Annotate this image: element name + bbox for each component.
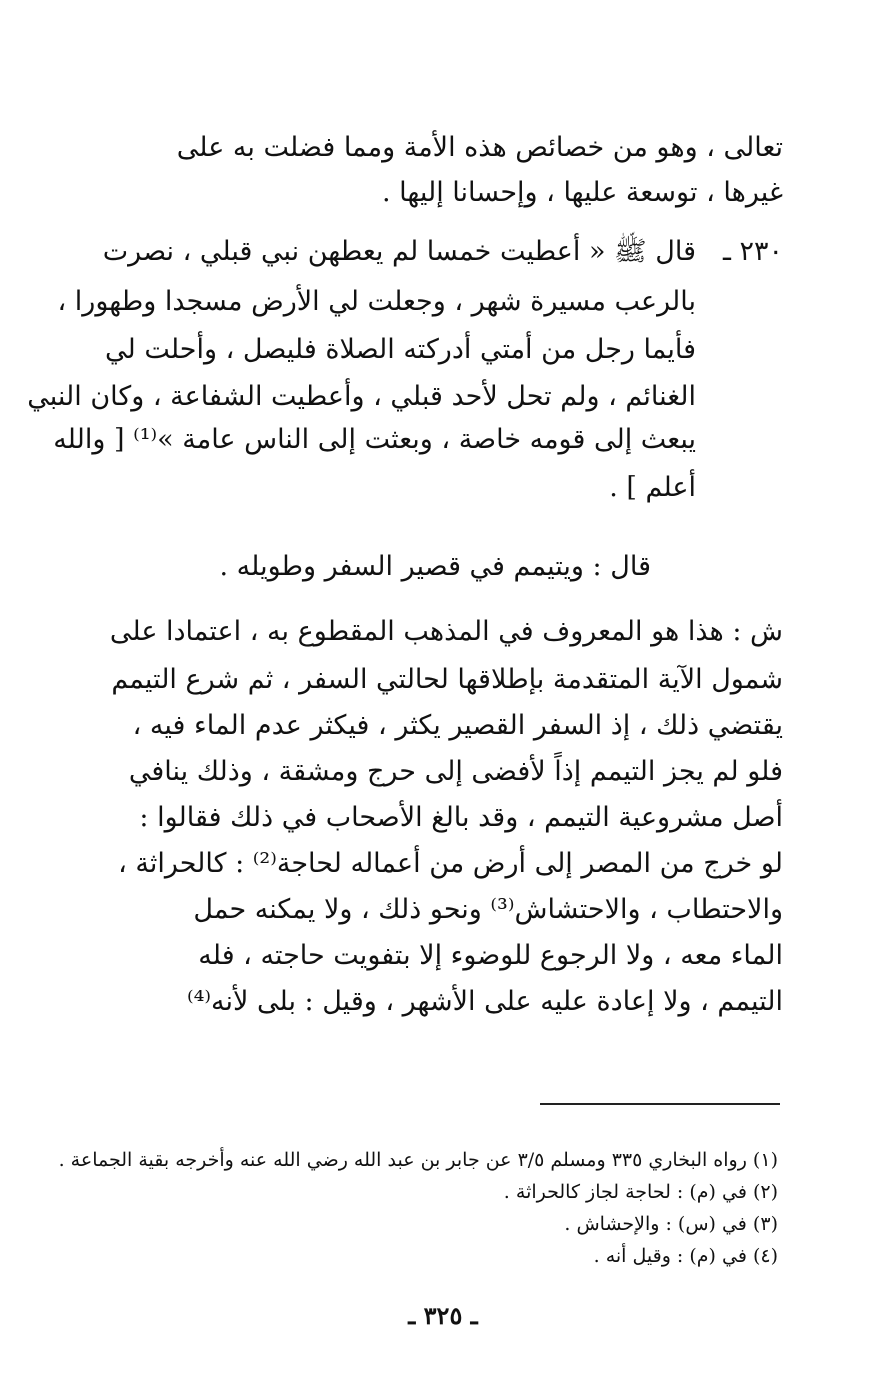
hadith-line-3: فأيما رجل من أمتي أدركته الصلاة فليصل ، وأحلت لي [105,334,696,365]
hadith-line-2: بالرعب مسيرة شهر ، وجعلت لي الأرض مسجدا وطهورا ، [57,286,696,317]
sharh-line-8: الماء معه ، ولا الرجوع للوضوء إلا بتفويت حاجته ، فله [198,940,783,971]
sharh-line-5: أصل مشروعية التيمم ، وقد بالغ الأصحاب في ذلك فقالوا : [139,802,783,833]
hadith-line-4: الغنائم ، ولم تحل لأحد قبلي ، وأعطيت الشفاعة ، وكان النبي [27,381,696,412]
hadith-line-1: قال ﷺ « أعطيت خمسا لم يعطهن نبي قبلي ، نصرت [102,236,696,267]
footnote-2: (٢) في (م) : لحاجة لجاز كالحراثة . [503,1181,778,1203]
hadith-line-5: يبعث إلى قومه خاصة ، وبعثت إلى الناس عامة »⁽¹⁾ [ والله [53,424,696,455]
matn-line: قال : ويتيمم في قصير السفر وطويله . [219,551,651,582]
sharh-line-3: يقتضي ذلك ، إذ السفر القصير يكثر ، فيكثر عدم الماء فيه ، [132,710,783,741]
sharh-line-7: والاحتطاب ، والاحتشاش⁽³⁾ ونحو ذلك ، ولا يمكنه حمل [193,894,783,925]
sharh-line-9: التيمم ، ولا إعادة عليه على الأشهر ، وقيل : بلى لأنه⁽⁴⁾ [186,986,783,1017]
footnote-1: (١) رواه البخاري ٣٣٥ ومسلم ٣/٥ عن جابر بن عبد الله رضي الله عنه وأخرجه بقية الجماعة . [58,1149,778,1171]
sharh-line-1: ش : هذا هو المعروف في المذهب المقطوع به ، اعتمادا على [109,616,783,647]
footnote-divider [540,1103,780,1105]
sharh-line-4: فلو لم يجز التيمم إذاً لأفضى إلى حرج ومشقة ، وذلك ينافي [128,756,783,787]
page-number: ـ ٣٢٥ ـ [408,1301,478,1330]
sharh-line-2: شمول الآية المتقدمة بإطلاقها لحالتي السفر ، ثم شرع التيمم [111,664,783,695]
footnote-3: (٣) في (س) : والإحشاش . [564,1213,778,1235]
intro-line-2: غيرها ، توسعة عليها ، وإحسانا إليها . [381,177,783,208]
hadith-number: ٢٣٠ ـ [722,236,783,267]
sharh-line-6: لو خرج من المصر إلى أرض من أعماله لحاجة⁽²⁾ : كالحراثة ، [118,848,783,879]
hadith-line-6: أعلم ] . [609,472,696,503]
footnote-4: (٤) في (م) : وقيل أنه . [593,1245,778,1267]
intro-line-1: تعالى ، وهو من خصائص هذه الأمة ومما فضلت به على [176,132,783,163]
